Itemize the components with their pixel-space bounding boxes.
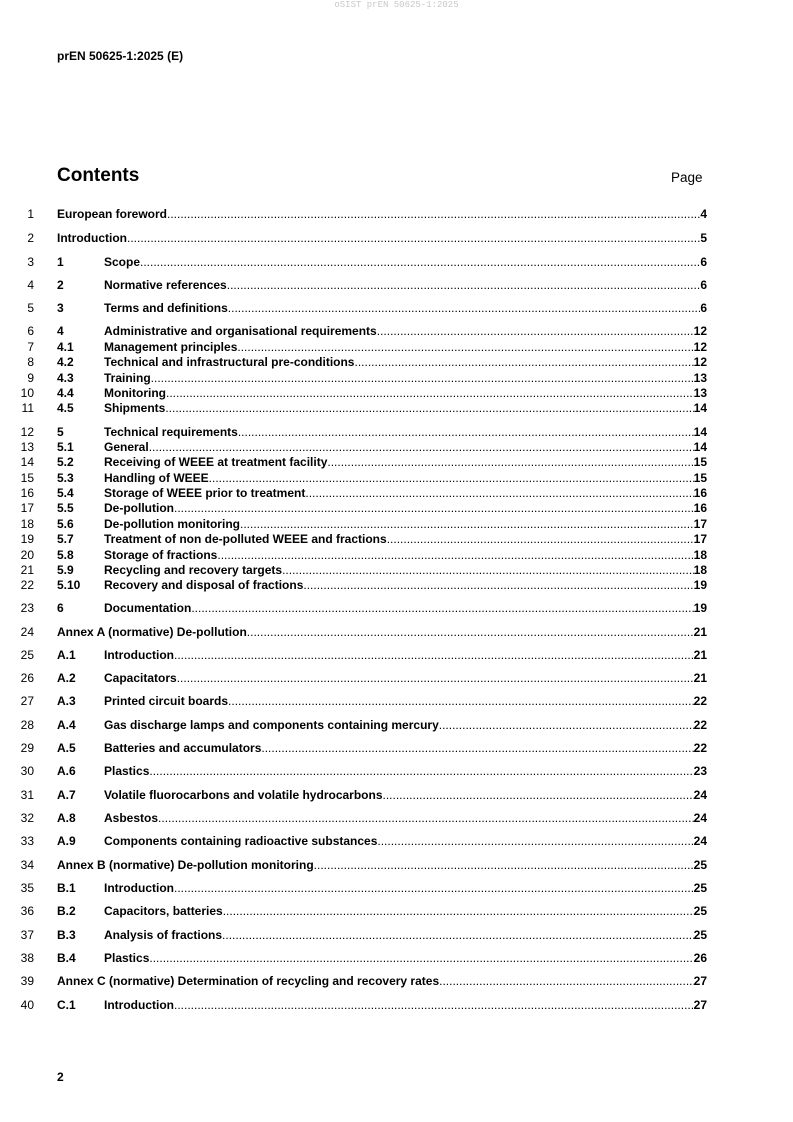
section-title[interactable]: De-pollution [104,501,174,515]
dot-leader [223,904,694,918]
toc-entry[interactable] [57,858,707,872]
toc-entry[interactable] [57,401,707,415]
section-title[interactable]: Components containing radioactive substances [104,834,378,848]
section-number: 4.2 [57,355,74,369]
toc-entry[interactable] [57,386,707,400]
line-number: 7 [27,340,34,354]
page-number: 13 [693,371,707,385]
page-number: 25 [693,904,707,918]
line-number: 14 [20,455,34,469]
section-title[interactable]: Introduction [104,881,174,895]
dot-leader [227,278,701,292]
dot-leader [303,578,693,592]
toc-row[interactable] [0,741,793,755]
toc-entry[interactable] [57,671,707,685]
dot-leader [166,386,694,400]
section-title[interactable]: Storage of fractions [104,548,218,562]
dot-leader [240,517,694,531]
section-number: A.1 [57,648,76,662]
section-title[interactable]: Documentation [104,601,192,615]
section-number: A.5 [57,741,76,755]
section-number: A.4 [57,718,76,732]
toc-row[interactable] [0,578,793,592]
toc-row[interactable] [0,601,793,615]
toc-entry[interactable] [57,501,707,515]
page-number: 27 [693,974,707,988]
line-number: 13 [20,440,34,454]
toc-entry[interactable] [57,951,707,965]
section-title[interactable]: Asbestos [104,811,159,825]
line-number: 39 [20,974,34,988]
toc-row[interactable] [0,548,793,562]
section-title[interactable]: Capacitors, batteries [104,904,223,918]
toc-row[interactable] [0,255,793,269]
toc-row[interactable] [0,928,793,942]
section-title[interactable]: European foreword [57,207,168,221]
line-number: 31 [20,788,34,802]
page-number: 22 [693,718,707,732]
line-number: 19 [20,532,34,546]
toc-row[interactable] [0,625,793,639]
section-title[interactable]: Technical requirements [104,425,238,439]
line-number: 40 [20,998,34,1012]
toc-entry[interactable] [57,834,707,848]
dot-leader [354,355,693,369]
section-number: B.3 [57,928,76,942]
dot-leader [228,694,694,708]
section-number: A.6 [57,764,76,778]
dot-leader [247,625,694,639]
section-title[interactable]: Technical and infrastructural pre-conditions [104,355,355,369]
toc-entry[interactable] [57,764,707,778]
line-number: 8 [27,355,34,369]
toc-row[interactable] [0,231,793,245]
toc-entry[interactable] [57,517,707,531]
toc-entry[interactable] [57,694,707,708]
section-title[interactable]: Introduction [104,998,174,1012]
section-number: 5.10 [57,578,81,592]
section-title[interactable]: Plastics [104,951,150,965]
page-number: 13 [693,386,707,400]
toc-entry[interactable] [57,928,707,942]
page-number: 16 [693,486,707,500]
toc-entry[interactable] [57,278,707,292]
toc-entry[interactable] [57,974,707,988]
line-number: 15 [20,471,34,485]
toc-row[interactable] [0,951,793,965]
line-number: 22 [20,578,34,592]
page-number: 6 [700,301,707,315]
footer-page-number: 2 [57,1070,64,1084]
toc-row[interactable] [0,648,793,662]
line-number: 33 [20,834,34,848]
toc-entry[interactable] [57,718,707,732]
line-number: 16 [20,486,34,500]
line-number: 28 [20,718,34,732]
toc-entry[interactable] [57,578,707,592]
toc-row[interactable] [0,764,793,778]
section-number: 5.5 [57,501,74,515]
toc-entry[interactable] [57,371,707,385]
line-number: 11 [21,401,34,415]
dot-leader [305,486,693,500]
toc-row[interactable] [0,517,793,531]
section-title[interactable]: Scope [104,255,141,269]
toc-row[interactable] [0,671,793,685]
section-number: 4.5 [57,401,74,415]
toc-row[interactable] [0,788,793,802]
section-number: A.2 [57,671,76,685]
dot-leader [165,401,693,415]
section-number: 5.9 [57,563,74,577]
line-number: 10 [20,386,34,400]
section-number: 5.3 [57,471,74,485]
toc-entry[interactable] [57,625,707,639]
dot-leader [149,764,693,778]
toc-entry[interactable] [57,788,707,802]
toc-row[interactable] [0,974,793,988]
page-number: 19 [693,578,707,592]
section-title[interactable]: Shipments [104,401,166,415]
line-number: 29 [20,741,34,755]
toc-row[interactable] [0,904,793,918]
section-title[interactable]: Receiving of WEEE at treatment facility [104,455,328,469]
line-number: 23 [20,601,34,615]
dot-leader [238,425,694,439]
dot-leader [222,928,694,942]
dot-leader [377,324,694,338]
toc-entry[interactable] [57,532,707,546]
toc-entry[interactable] [57,648,707,662]
section-number: A.7 [57,788,76,802]
toc-entry[interactable] [57,471,707,485]
page-number: 6 [700,255,707,269]
line-number: 2 [27,231,34,245]
section-title[interactable]: Recovery and disposal of fractions [104,578,304,592]
page-number: 19 [693,601,707,615]
line-number: 38 [20,951,34,965]
line-number: 37 [20,928,34,942]
section-number: 5.1 [57,440,74,454]
page-number: 22 [693,741,707,755]
dot-leader [167,207,700,221]
line-number: 25 [20,648,34,662]
section-number: 2 [57,278,64,292]
toc-row[interactable] [0,834,793,848]
toc-entry[interactable] [57,881,707,895]
toc-row[interactable] [0,301,793,315]
page-number: 5 [700,231,707,245]
dot-leader [377,834,693,848]
page-number: 24 [693,811,707,825]
toc-entry[interactable] [57,904,707,918]
page-number: 21 [693,648,707,662]
section-number: 5.8 [57,548,74,562]
section-number: 5.2 [57,455,74,469]
toc-row[interactable] [0,718,793,732]
section-number: 6 [57,601,64,615]
section-title[interactable]: Monitoring [104,386,166,400]
dot-leader [282,563,694,577]
dot-leader [261,741,693,755]
toc-row[interactable] [0,324,793,338]
line-number: 24 [20,625,34,639]
page-number: 17 [693,517,707,531]
page-number: 16 [693,501,707,515]
section-title[interactable]: Capacitators [104,671,177,685]
contents-heading: Contents [57,165,140,186]
toc-row[interactable] [0,486,793,500]
page-number: 24 [693,788,707,802]
dot-leader [174,998,694,1012]
line-number: 1 [27,207,34,221]
line-number: 36 [20,904,34,918]
section-title[interactable]: Administrative and organisational requirements [104,324,377,338]
page-number: 6 [700,278,707,292]
toc-entry[interactable] [57,425,707,439]
page-number: 25 [693,858,707,872]
toc-row[interactable] [0,881,793,895]
page-number: 14 [693,425,707,439]
section-title[interactable]: Introduction [104,648,174,662]
page-number: 25 [693,928,707,942]
dot-leader [217,548,693,562]
line-number: 4 [27,278,34,292]
page-number: 18 [693,548,707,562]
section-number: B.4 [57,951,76,965]
section-number: 4.4 [57,386,74,400]
toc-row[interactable] [0,425,793,439]
dot-leader [151,371,694,385]
toc-entry[interactable] [57,811,707,825]
toc-row[interactable] [0,998,793,1012]
page-number: 12 [693,340,707,354]
section-title[interactable]: Terms and definitions [104,301,228,315]
toc-row[interactable] [0,858,793,872]
dot-leader [127,231,700,245]
page-number: 4 [700,207,707,221]
toc-entry[interactable] [57,207,707,221]
line-number: 32 [20,811,34,825]
dot-leader [237,340,693,354]
page-column-label: Page [671,170,703,185]
page-number: 23 [693,764,707,778]
toc-row[interactable] [0,386,793,400]
toc-row[interactable] [0,811,793,825]
line-number: 3 [27,255,34,269]
section-title[interactable]: Annex B (normative) De-pollution monitoring [57,858,314,872]
section-title[interactable]: Recycling and recovery targets [104,563,283,577]
section-number: 5.6 [57,517,74,531]
page-number: 22 [693,694,707,708]
section-number: 3 [57,301,64,315]
page-number: 15 [693,471,707,485]
page-number: 21 [693,625,707,639]
section-title[interactable]: Management principles [104,340,238,354]
section-number: A.3 [57,694,76,708]
page-number: 27 [693,998,707,1012]
line-number: 12 [20,425,34,439]
page-number: 25 [693,881,707,895]
page-number: 12 [693,324,707,338]
section-title[interactable]: Handling of WEEE [104,471,209,485]
line-number: 18 [20,517,34,531]
dot-leader [439,974,694,988]
section-title[interactable]: Gas discharge lamps and components containing mercury [104,718,439,732]
section-number: B.2 [57,904,76,918]
section-title[interactable]: Plastics [104,764,150,778]
dot-leader [177,671,694,685]
line-number: 21 [20,563,34,577]
line-number: 17 [20,501,34,515]
toc-entry[interactable] [57,601,707,615]
section-number: 1 [57,255,64,269]
toc-row[interactable] [0,501,793,515]
section-title[interactable]: Annex A (normative) De-pollution [57,625,247,639]
page-number: 14 [693,440,707,454]
dot-leader [209,471,694,485]
dot-leader [314,858,694,872]
watermark: oSIST prEN 50625-1:2025 [334,0,459,10]
toc-entry[interactable] [57,301,707,315]
dot-leader [174,501,694,515]
dot-leader [158,811,694,825]
section-title[interactable]: Annex C (normative) Determination of recycling and recovery rates [57,974,440,988]
section-number: 4.1 [57,340,74,354]
toc-entry[interactable] [57,486,707,500]
toc-row[interactable] [0,401,793,415]
toc-entry[interactable] [57,355,707,369]
dot-leader [140,255,700,269]
toc-entry[interactable] [57,563,707,577]
toc-row[interactable] [0,455,793,469]
dot-leader [387,532,694,546]
toc-entry[interactable] [57,324,707,338]
section-title[interactable]: Introduction [57,231,127,245]
dot-leader [327,455,693,469]
page-number: 12 [693,355,707,369]
page-number: 18 [693,563,707,577]
toc-row[interactable] [0,532,793,546]
toc-entry[interactable] [57,548,707,562]
section-title[interactable]: Training [104,371,151,385]
dot-leader [439,718,694,732]
section-title[interactable]: Analysis of fractions [104,928,223,942]
toc-entry[interactable] [57,255,707,269]
section-number: 5 [57,425,64,439]
toc-row[interactable] [0,471,793,485]
toc-row[interactable] [0,278,793,292]
dot-leader [149,951,693,965]
dot-leader [383,788,694,802]
section-number: 4.3 [57,371,74,385]
section-number: 4 [57,324,64,338]
line-number: 6 [27,324,34,338]
toc-entry[interactable] [57,455,707,469]
section-number: 5.7 [57,532,74,546]
toc-entry[interactable] [57,340,707,354]
toc-entry[interactable] [57,741,707,755]
section-number: A.9 [57,834,76,848]
toc-entry[interactable] [57,440,707,454]
section-title[interactable]: Normative references [104,278,227,292]
document-id: prEN 50625-1:2025 (E) [57,49,184,63]
toc-row[interactable] [0,563,793,577]
line-number: 34 [20,858,34,872]
line-number: 9 [27,371,34,385]
section-number: 5.4 [57,486,74,500]
toc-row[interactable] [0,207,793,221]
toc-row[interactable] [0,340,793,354]
section-number: A.8 [57,811,76,825]
section-title[interactable]: Storage of WEEE prior to treatment [104,486,306,500]
toc-row[interactable] [0,355,793,369]
section-title[interactable]: Volatile fluorocarbons and volatile hydrocarbons [104,788,383,802]
line-number: 26 [20,671,34,685]
line-number: 27 [20,694,34,708]
section-title[interactable]: Printed circuit boards [104,694,229,708]
dot-leader [174,648,694,662]
page-number: 24 [693,834,707,848]
page-number: 15 [693,455,707,469]
page-number: 17 [693,532,707,546]
section-number: C.1 [57,998,76,1012]
line-number: 35 [20,881,34,895]
toc-entry[interactable] [57,231,707,245]
toc-row[interactable] [0,371,793,385]
line-number: 5 [27,301,34,315]
toc-row[interactable] [0,694,793,708]
page-number: 26 [693,951,707,965]
dot-leader [191,601,693,615]
section-title[interactable]: De-pollution monitoring [104,517,240,531]
toc-entry[interactable] [57,998,707,1012]
page-number: 21 [693,671,707,685]
section-title[interactable]: Batteries and accumulators [104,741,262,755]
dot-leader [174,881,694,895]
dot-leader [149,440,694,454]
section-number: B.1 [57,881,76,895]
page-number: 14 [693,401,707,415]
dot-leader [228,301,701,315]
toc-row[interactable] [0,440,793,454]
line-number: 20 [20,548,34,562]
line-number: 30 [20,764,34,778]
section-title[interactable]: Treatment of non de-polluted WEEE and fractions [104,532,387,546]
section-title[interactable]: General [104,440,149,454]
